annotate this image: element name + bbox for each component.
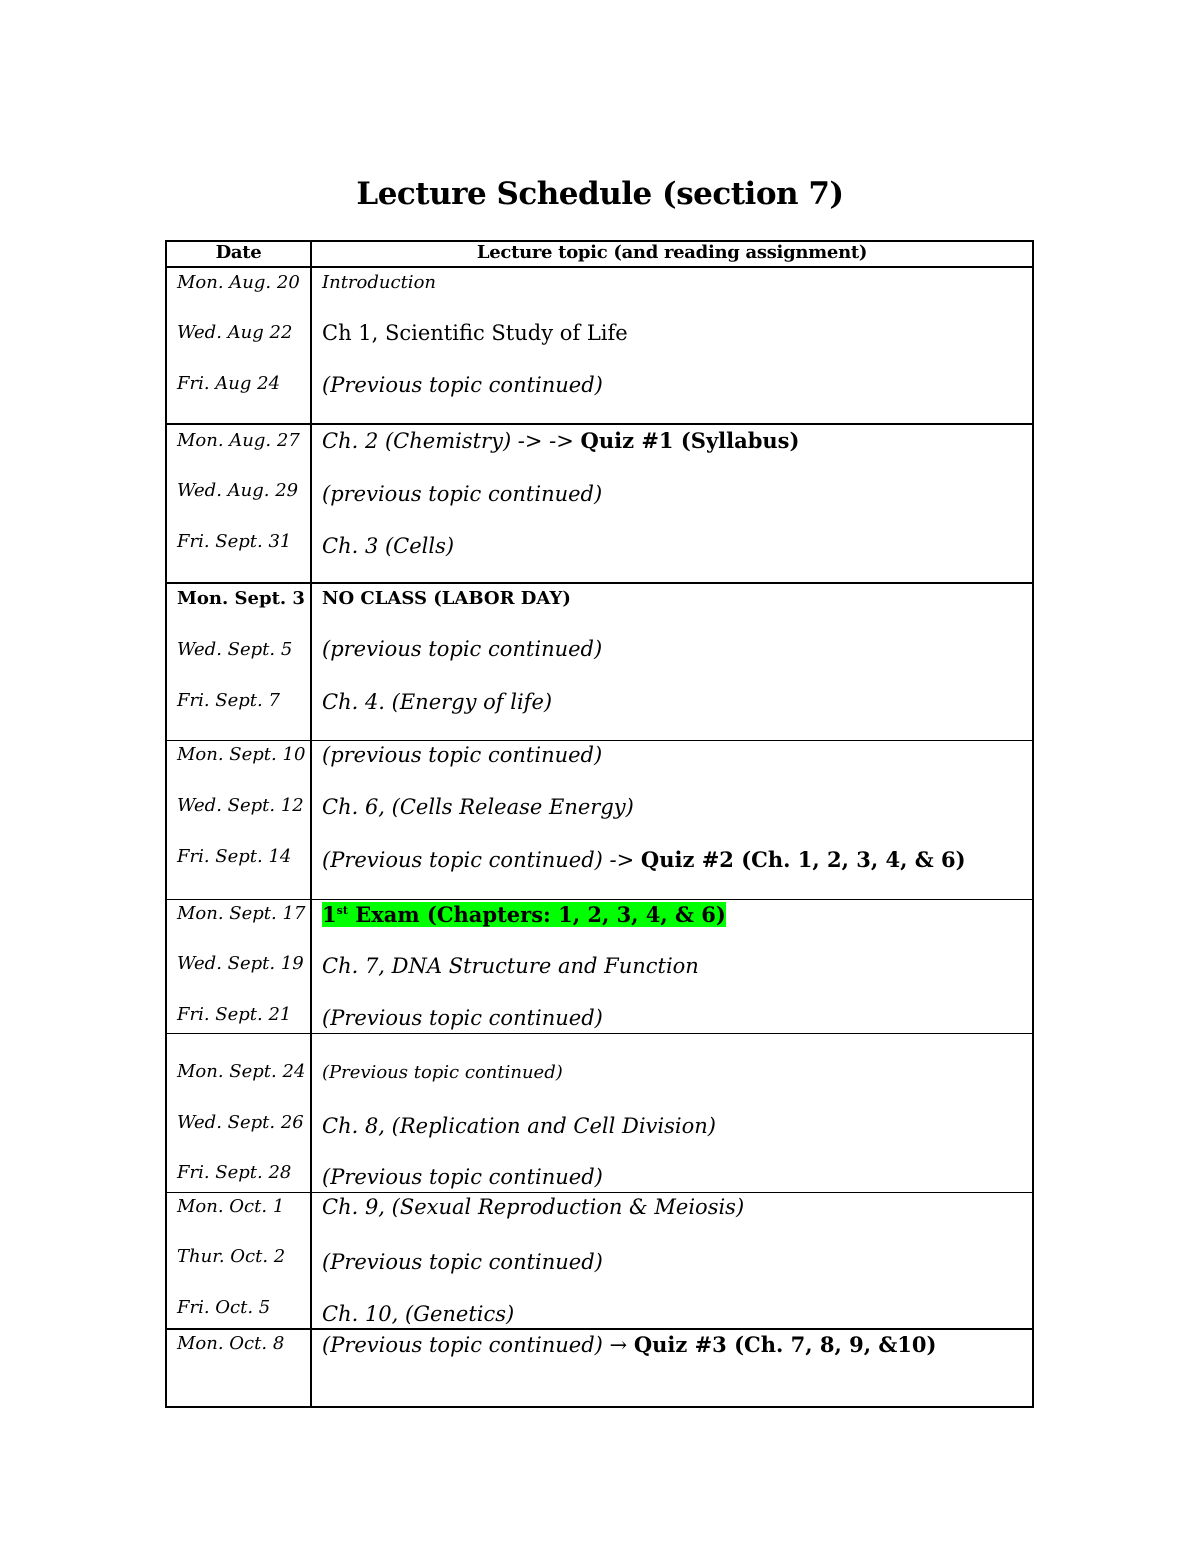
date-cell	[166, 267, 311, 424]
table-header-row	[166, 241, 1033, 267]
date-cell	[166, 583, 311, 741]
topic-text: (Previous topic continued)	[322, 1006, 603, 1030]
table-row	[166, 1329, 1033, 1407]
table-row	[166, 741, 1033, 900]
topic-cell	[311, 267, 1033, 424]
date-text: Mon. Oct. 8	[177, 1333, 285, 1354]
topic-text: Ch. 6, (Cells Release Energy)	[322, 795, 634, 819]
topic-cell	[311, 1193, 1033, 1330]
topic-text: (Previous topic continued) → Quiz #3 (Ch. 7, 8, 9, &10)	[322, 1332, 937, 1357]
date-cell	[166, 1034, 311, 1193]
date-text: Thur. Oct. 2	[177, 1246, 286, 1267]
date-text: Wed. Sept. 12	[177, 795, 304, 816]
date-text: Mon. Sept. 10	[177, 744, 306, 765]
topic-text: (Previous topic continued)	[322, 1250, 603, 1274]
date-text: Fri. Sept. 21	[177, 1004, 292, 1025]
table-row	[166, 900, 1033, 1034]
topic-cell	[311, 583, 1033, 741]
topic-cell	[311, 424, 1033, 583]
date-text: Fri. Sept. 7	[177, 690, 280, 711]
date-text: Mon. Aug. 27	[177, 430, 300, 451]
date-text: Wed. Aug 22	[177, 322, 293, 343]
date-cell	[166, 741, 311, 900]
date-text: Wed. Sept. 5	[177, 639, 293, 660]
topic-text: Ch. 4. (Energy of life)	[322, 690, 553, 714]
topic-text: (Previous topic continued)	[322, 1165, 603, 1189]
topic-text: Ch. 7, DNA Structure and Function	[322, 954, 699, 978]
topic-text: (previous topic continued)	[322, 482, 603, 506]
date-cell	[166, 424, 311, 583]
topic-text: (Previous topic continued)	[322, 373, 603, 397]
topic-text: Ch 1, Scientific Study of Life	[322, 321, 628, 345]
topic-cell	[311, 1329, 1033, 1407]
date-cell	[166, 1329, 311, 1407]
date-text: Mon. Sept. 3	[177, 588, 305, 609]
date-text: Mon. Sept. 24	[177, 1061, 306, 1082]
table-row	[166, 267, 1033, 424]
schedule-table	[165, 240, 1034, 1408]
topic-text: Ch. 2 (Chemistry) -> -> Quiz #1 (Syllabus)	[322, 428, 800, 453]
topic-text: Ch. 3 (Cells)	[322, 534, 455, 558]
exam-highlight: 1st Exam (Chapters: 1, 2, 3, 4, & 6)	[322, 902, 726, 927]
date-text: Fri. Sept. 28	[177, 1162, 292, 1183]
date-text: Fri. Sept. 31	[177, 531, 292, 552]
topic-column-header: Lecture topic (and reading assignment)	[311, 241, 1033, 267]
table-row	[166, 583, 1033, 741]
date-text: Wed. Sept. 26	[177, 1112, 304, 1133]
topic-text: Introduction	[322, 272, 436, 293]
date-text: Mon. Sept. 17	[177, 903, 306, 924]
table-row	[166, 1193, 1033, 1330]
topic-text: Ch. 8, (Replication and Cell Division)	[322, 1114, 716, 1138]
date-text: Wed. Aug. 29	[177, 480, 299, 501]
date-text: Wed. Sept. 19	[177, 953, 304, 974]
topic-text: (Previous topic continued)	[322, 1062, 563, 1083]
date-text: Mon. Aug. 20	[177, 272, 300, 293]
topic-text: (previous topic continued)	[322, 637, 603, 661]
topic-text: NO CLASS (LABOR DAY)	[322, 588, 571, 609]
topic-text: Ch. 10, (Genetics)	[322, 1302, 515, 1326]
topic-cell	[311, 741, 1033, 900]
topic-text: (previous topic continued)	[322, 743, 603, 767]
date-text: Mon. Oct. 1	[177, 1196, 285, 1217]
topic-cell	[311, 900, 1033, 1034]
date-text: Fri. Sept. 14	[177, 846, 292, 867]
date-text: Fri. Oct. 5	[177, 1297, 271, 1318]
date-cell	[166, 900, 311, 1034]
date-column-header: Date	[166, 241, 311, 267]
date-cell	[166, 1193, 311, 1330]
topic-text: (Previous topic continued) -> Quiz #2 (Ch. 1, 2, 3, 4, & 6)	[322, 847, 966, 872]
date-text: Fri. Aug 24	[177, 373, 281, 394]
table-row	[166, 1034, 1033, 1193]
topic-text: Ch. 9, (Sexual Reproduction & Meiosis)	[322, 1195, 745, 1219]
page-title: Lecture Schedule (section 7)	[356, 176, 844, 212]
topic-cell	[311, 1034, 1033, 1193]
table-row	[166, 424, 1033, 583]
